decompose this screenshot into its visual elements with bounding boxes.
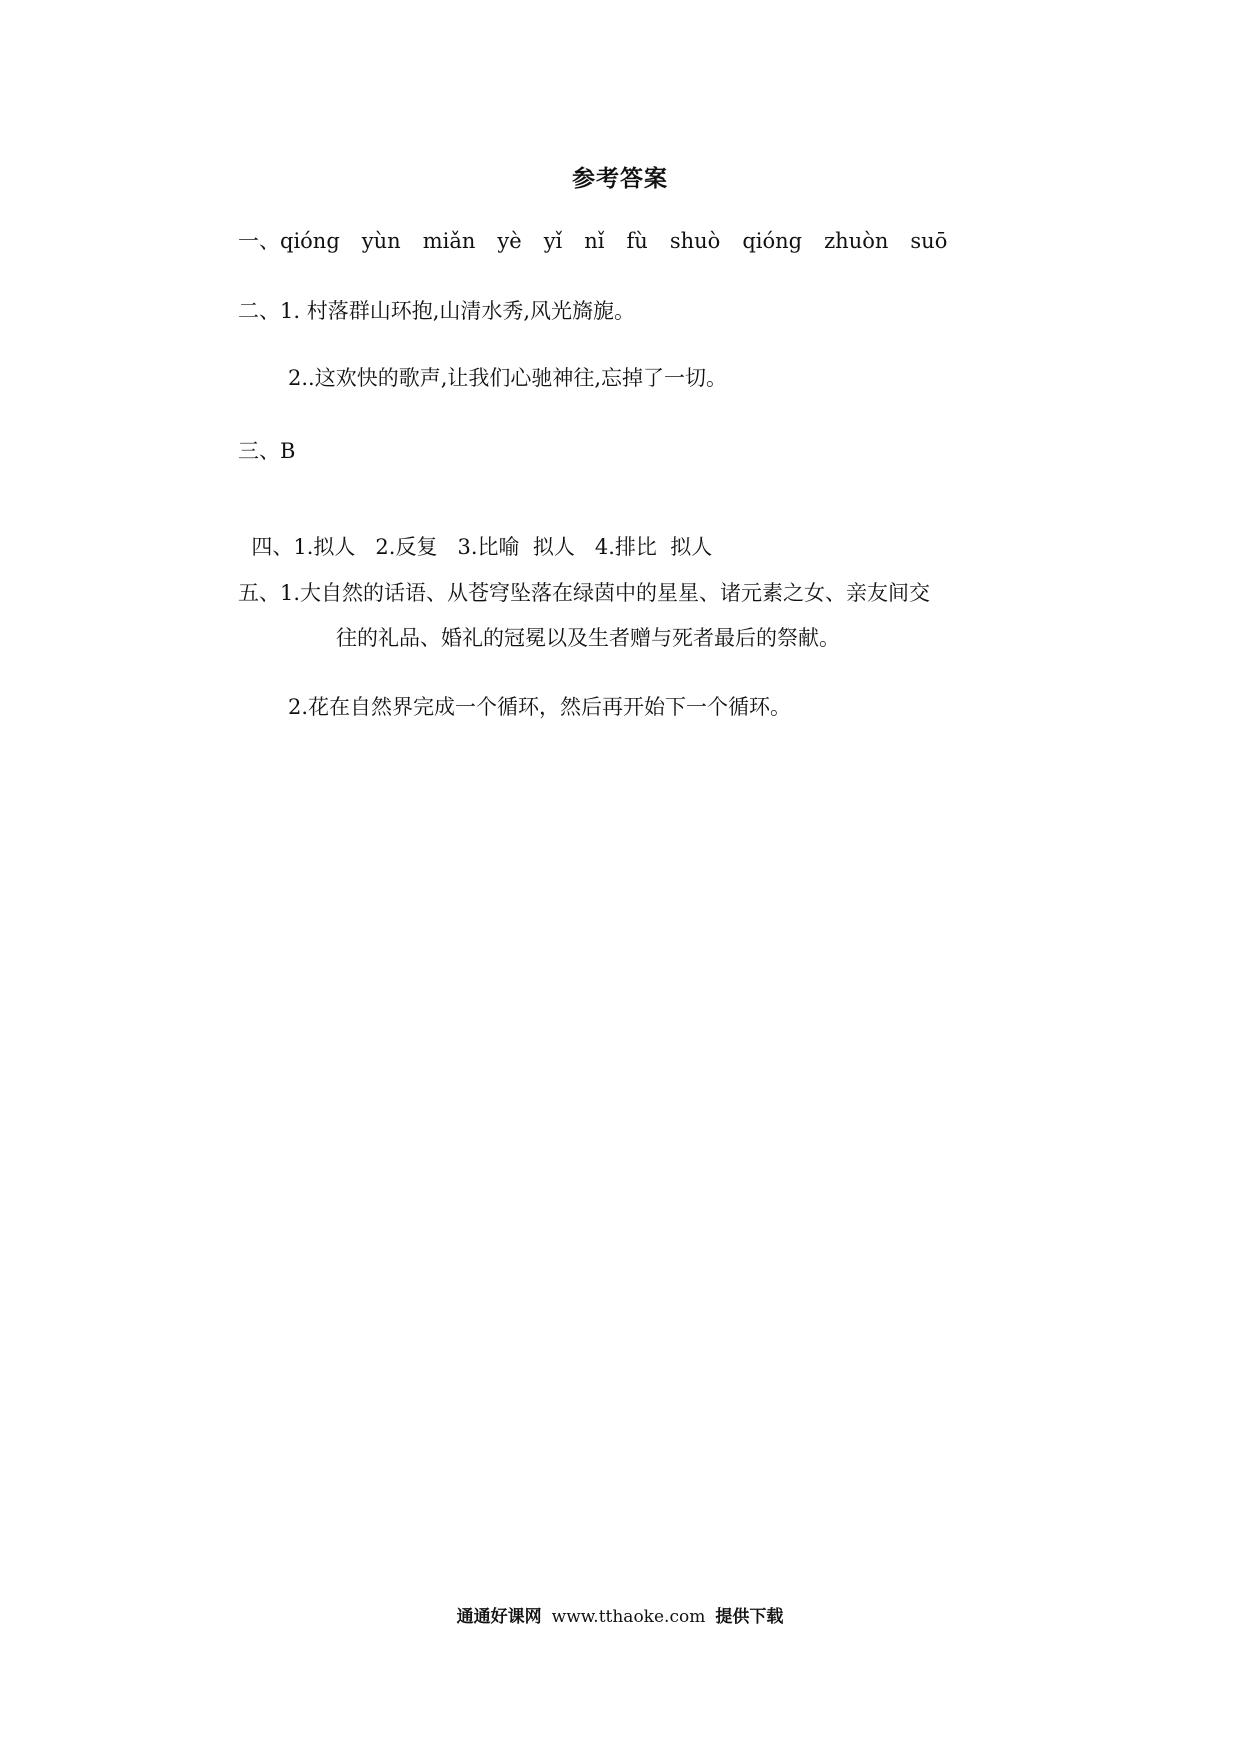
section-2-item-1: [238, 301, 635, 322]
pinyin-syllable: qióng: [280, 229, 340, 253]
pinyin-syllable: yǐ: [543, 229, 563, 253]
section-5-answer-1-line-1: 1.大自然的话语、从苍穹坠落在绿茵中的星星、诸元素之女、亲友间交: [280, 581, 931, 605]
pinyin-syllable: shuò: [669, 229, 721, 253]
section-3-number: 三、: [238, 439, 280, 463]
pinyin-syllable: fù: [626, 229, 648, 253]
pinyin-syllable: miǎn: [422, 229, 476, 253]
footer-url[interactable]: www.tthaoke.com: [551, 1607, 706, 1627]
section-1: [238, 231, 969, 252]
section-3: [238, 441, 295, 462]
section-5-item-2: [288, 697, 791, 718]
section-4-answer: 1.拟人 2.反复 3.比喻 拟人 4.排比 拟人: [293, 535, 713, 559]
section-5-answer-2: 2.花在自然界完成一个循环，然后再开始下一个循环。: [288, 695, 792, 719]
pinyin-syllable: yè: [497, 229, 522, 253]
page-title: 参考答案: [572, 165, 668, 192]
section-5-item-1-continued: [336, 628, 840, 649]
pinyin-list: [280, 229, 969, 253]
section-2-item-2: [288, 368, 727, 389]
section-5-item-1: [238, 583, 930, 604]
pinyin-syllable: zhuòn: [824, 229, 889, 253]
section-4-number: 四、: [251, 535, 294, 559]
pinyin-syllable: suō: [910, 229, 948, 253]
section-2-answer-2: 2..这欢快的歌声,让我们心驰神往,忘掉了一切。: [288, 366, 728, 390]
footer: [0, 1602, 1240, 1627]
footer-suffix: 提供下载: [715, 1607, 784, 1627]
section-5-number: 五、: [238, 581, 280, 605]
section-2-number: 二、: [238, 299, 280, 323]
footer-site-name: 通通好课网: [456, 1607, 542, 1627]
section-3-answer: B: [280, 439, 296, 463]
pinyin-syllable: yùn: [361, 229, 401, 253]
pinyin-syllable: nǐ: [584, 229, 605, 253]
section-5-answer-1-line-2: 往的礼品、婚礼的冠冕以及生者赠与死者最后的祭献。: [336, 626, 840, 650]
pinyin-syllable: qióng: [742, 229, 803, 253]
section-2-answer-1: 1. 村落群山环抱,山清水秀,风光旖旎。: [280, 299, 636, 323]
section-1-number: 一、: [238, 229, 280, 253]
section-4: [238, 516, 712, 558]
